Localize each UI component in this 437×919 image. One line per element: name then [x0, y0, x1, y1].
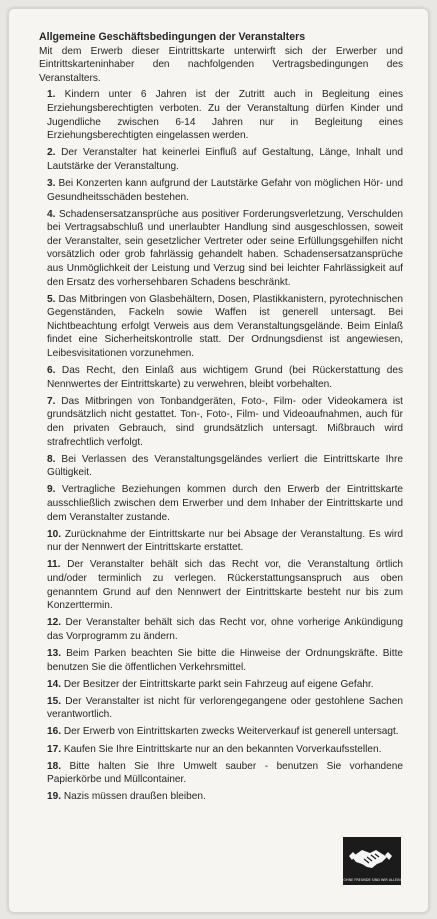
- term-item: [39, 678, 403, 692]
- term-text: Zurücknahme der Eintrittskarte nur bei Absage der Veranstaltung. Es wird nur der Nennwert der Eintrittskarte erstattet.: [47, 528, 403, 554]
- ticket-back: [8, 8, 429, 913]
- term-number: 5.: [47, 293, 56, 305]
- term-text: Vertragliche Beziehungen kommen durch den Erwerb der Eintrittskarte ausschließlich zwischen dem Erwerber und dem Inhaber der Eintrittskarte und dem Veranstalter zustande.: [47, 484, 404, 523]
- term-number: 16.: [47, 726, 62, 738]
- term-text: Der Veranstalter ist nicht für verlorengegangene oder gestohlene Sachen verantwortlich.: [47, 695, 403, 721]
- term-item: [39, 364, 403, 391]
- term-number: 11.: [47, 559, 61, 571]
- term-item: [39, 395, 403, 449]
- term-item: [39, 88, 403, 142]
- term-number: 12.: [47, 617, 62, 629]
- term-text: Der Erwerb von Eintrittskarten zwecks Weiterverkauf ist generell untersagt.: [63, 726, 399, 738]
- term-number: 7.: [47, 395, 56, 407]
- term-item: [39, 695, 403, 722]
- term-item: [39, 647, 403, 674]
- term-number: 8.: [47, 453, 56, 465]
- term-text: Der Veranstalter behält sich das Recht vor, die Veranstaltung örtlich und/oder terminlich zu verlegen. Rückerstattungsanspruch aus oben genanntem Grund auf den Nennwert der Eintrittskarte besteht nur bis zum Konzerttermin.: [47, 559, 403, 612]
- term-item: [39, 453, 403, 480]
- term-text: Der Veranstalter hat keinerlei Einfluß auf Gestaltung, Länge, Inhalt und Lautstärke der Veranstaltung.: [47, 147, 403, 172]
- term-item: [39, 208, 403, 290]
- term-number: 1.: [47, 89, 56, 101]
- page-title: Allgemeine Geschäftsbedingungen der Veranstalters: [39, 31, 306, 43]
- terms-list: [39, 88, 403, 804]
- term-text: Bei Konzerten kann aufgrund der Lautstärke Gefahr von möglichen Hör- und Gesundheitsschäden bestehen.: [47, 177, 403, 203]
- term-item: [39, 760, 403, 787]
- term-number: 6.: [47, 365, 56, 377]
- term-item: [39, 293, 403, 361]
- term-item: [39, 146, 403, 173]
- term-text: Der Veranstalter behält sich das Recht vor, ohne vorherige Ankündigung das Vorprogramm zu ändern.: [47, 617, 404, 642]
- term-number: 3.: [47, 177, 56, 189]
- term-text: Bitte halten Sie Ihre Umwelt sauber - benutzen Sie vorhandene Papierkörbe und Müllcontainer.: [47, 760, 403, 786]
- terms-text: [39, 31, 403, 807]
- term-item: [39, 725, 403, 739]
- term-text: Schadensersatzansprüche aus positiver Forderungsverletzung, Verschulden bei Vertragsabschluß und unerlaubter Handlung sind ausgeschlossen, soweit der Veranstalter, sein gesetzlicher Vertreter oder seine Erfüllungsgehilfen nicht vorsätzlich oder grob fahrlässig gehandelt haben. Schadensersatzansprüche aus Unmöglichkeit der Leistung und Verzug sind bei leichter Fahrlässigkeit auf den Ersatz des vorhersehbaren Schadens beschränkt.: [47, 208, 403, 288]
- intro-paragraph: Mit dem Erwerb dieser Eintrittskarte unterwirft sich der Erwerber und Eintrittskarteninhaber den nachfolgenden Vertragsbedingungen des Veranstalters.: [39, 45, 403, 84]
- term-text: Das Mitbringen von Glasbehältern, Dosen, Plastikkanistern, pyrotechnischen Gegenständen, Fackeln sowie Waffen ist generell untersagt. Bei Nichtbeachtung erfolgt Verweis aus dem Veranstaltungsgelände. Beim Einlaß findet eine Sicherheitskontrolle statt. Der Ordnungsdienst ist angewiesen, Leibesvisitationen vorzunehmen.: [47, 293, 403, 360]
- term-number: 13.: [47, 647, 62, 659]
- term-item: [39, 483, 403, 524]
- term-text: Bei Verlassen des Veranstaltungsgeländes verliert die Eintrittskarte Ihre Gültigkeit.: [47, 453, 404, 479]
- term-text: Das Recht, den Einlaß aus wichtigem Grund (bei Rückerstattung des Nennwertes der Eintrittskarte) zu verwehren, bleibt vorbehalten.: [47, 365, 403, 390]
- term-number: 19.: [47, 791, 62, 803]
- term-text: Beim Parken beachten Sie bitte die Hinweise der Ordnungskräfte. Bitte benutzen Sie die öffentlichen Verkehrsmittel.: [47, 647, 403, 673]
- term-item: [39, 790, 403, 804]
- handshake-icon: [343, 837, 401, 875]
- term-item: [39, 528, 403, 555]
- term-text: Kaufen Sie Ihre Eintrittskarte nur an den bekannten Vorverkaufsstellen.: [63, 743, 382, 755]
- term-number: 14.: [47, 678, 62, 690]
- term-item: [39, 743, 403, 757]
- term-number: 4.: [47, 208, 56, 220]
- term-item: [39, 177, 403, 204]
- term-number: 10.: [47, 528, 62, 540]
- term-item: [39, 558, 403, 612]
- term-text: Kindern unter 6 Jahren ist der Zutritt auch in Begleitung eines Erziehungsberechtigten verboten. Zu der Veranstaltung dürfen Kinder und Jugendliche zwischen 6-14 Jahren nur in Begleitung eines Erziehungsberechtigten eingelassen werden.: [47, 89, 404, 142]
- term-number: 18.: [47, 760, 62, 772]
- term-number: 15.: [47, 695, 62, 707]
- logo-caption: OHNE FREUNDE SIND WIR ALLEIN: [343, 878, 401, 882]
- term-text: Nazis müssen draußen bleiben.: [63, 791, 206, 803]
- logo: [343, 837, 401, 885]
- term-item: [39, 616, 403, 643]
- term-number: 2.: [47, 147, 56, 159]
- term-text: Das Mitbringen von Tonbandgeräten, Foto-, Film- oder Videokamera ist grundsätzlich nicht gestattet. Ton-, Foto-, Film- und Videoaufnahmen, auch für den privaten Gebrauch, sind grundsätzlich untersagt. Mißbrauch wird strafrechtlich verfolgt.: [47, 395, 403, 448]
- term-text: Der Besitzer der Eintrittskarte parkt sein Fahrzeug auf eigene Gefahr.: [63, 678, 374, 690]
- term-number: 17.: [47, 743, 62, 755]
- term-number: 9.: [47, 484, 56, 496]
